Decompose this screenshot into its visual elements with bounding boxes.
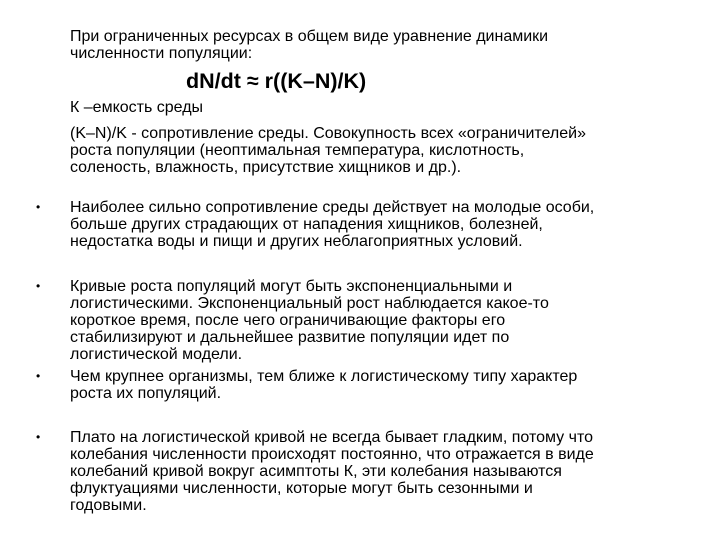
bullet-2-line-2: логистическими. Экспоненциальный рост наблюдается какое-то [70,295,549,312]
bullet-3-line-1: Чем крупнее организмы, тем ближе к логистическому типу характер [70,368,578,385]
bullet-1-line-1: Наиболее сильно сопротивление среды действует на молодые особи, [70,199,595,216]
bullet-1-line-3: недостатка воды и пищи и других неблагоприятных условий. [70,233,523,250]
bullet-marker-3: • [36,369,41,383]
equation: dN/dt ≈ r((K–N)/K) [186,69,367,93]
bullet-2-line-5: логистической модели. [70,346,243,363]
bullet-1-line-2: больше других страдающих от нападения хищников, болезней, [70,216,543,233]
definition-line-3: роста популяции (неоптимальная температура, кислотность, [70,142,525,159]
intro-line-1: При ограниченных ресурсах в общем виде уравнение динамики [70,28,549,45]
bullet-4-line-1: Плато на логистической кривой не всегда бывает гладким, потому что [70,429,594,446]
bullet-2-line-3: короткое время, после чего ограничивающие факторы его [70,312,506,329]
bullet-3-line-2: роста их популяций. [70,385,222,402]
bullet-marker-2: • [36,279,41,293]
bullet-4-line-4: флуктуациями численности, которые могут быть сезонными и [70,480,533,497]
intro-line-2: численности популяции: [70,45,253,62]
definition-line-2: (K–N)/K - сопротивление среды. Совокупность всех «ограничителей» [70,125,586,142]
bullet-marker-4: • [36,430,41,444]
bullet-2-line-4: стабилизируют и дальнейшее развитие популяции идет по [70,329,510,346]
bullet-4-line-5: годовыми. [70,497,147,514]
bullet-4-line-2: колебания численности происходят постоянно, что отражается в виде [70,446,594,463]
definition-line-1: К –емкость среды [70,99,204,116]
definition-line-4: соленость, влажность, присутствие хищников и др.). [70,159,462,176]
bullet-4-line-3: колебаний кривой вокруг асимптоты К, эти колебания называются [70,463,562,480]
bullet-marker-1: • [36,200,41,214]
bullet-2-line-1: Кривые роста популяций могут быть экспоненциальными и [70,278,513,295]
